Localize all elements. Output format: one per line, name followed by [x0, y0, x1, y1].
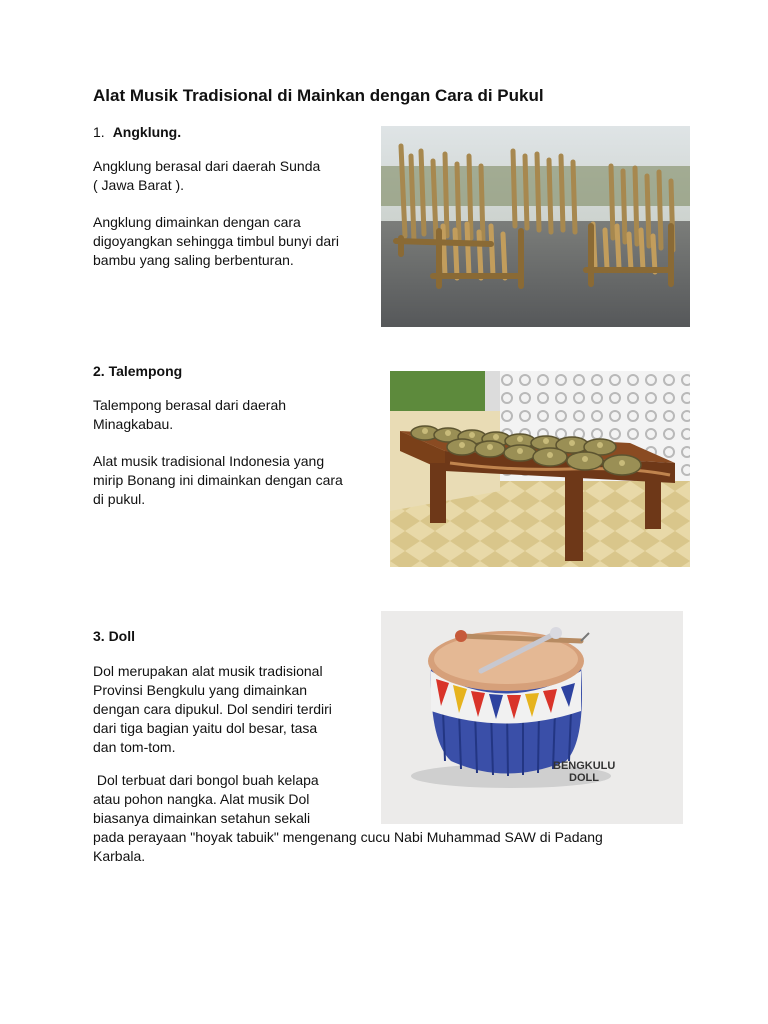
text-line: dari tiga bagian yaitu dol besar, tasa [93, 720, 318, 736]
angklung-photo [381, 126, 690, 327]
page-title: Alat Musik Tradisional di Mainkan dengan Cara di Pukul [93, 86, 544, 105]
doll-drum-photo [381, 611, 683, 824]
section-2-heading: 2. Talempong [93, 363, 183, 379]
section-3-paragraph-1 [93, 662, 332, 757]
section-1-paragraph-1 [93, 157, 320, 195]
text-line: Alat musik tradisional Indonesia yang [93, 453, 325, 469]
text-line: bambu yang saling berbenturan. [93, 252, 294, 268]
text-line: Talempong berasal dari daerah [93, 397, 287, 413]
text-line: Dol terbuat dari bongol buah kelapa [93, 772, 319, 788]
text-line: Angklung berasal dari daerah Sunda [93, 158, 321, 174]
text-line: di pukul. [93, 491, 146, 507]
text-line: digoyangkan sehingga timbul bunyi dari [93, 233, 339, 249]
image-caption-line-1: BENGKULU [553, 760, 616, 772]
section-3-heading: 3. Doll [93, 628, 136, 644]
section-1-title: Angklung. [112, 124, 182, 140]
text-line: dengan cara dipukul. Dol sendiri terdiri [93, 701, 332, 717]
text-line: biasanya dimainkan setahun sekali [93, 810, 311, 826]
text-line: atau pohon nangka. Alat musik Dol [93, 791, 310, 807]
text-line: mirip Bonang ini dimainkan dengan cara [93, 472, 343, 488]
image-caption-line-2: DOLL [569, 772, 599, 784]
section-2-paragraph-1 [93, 396, 286, 434]
text-line: pada perayaan "hoyak tabuik" mengenang cucu Nabi Muhammad SAW di Padang [93, 829, 603, 845]
section-2-paragraph-2 [93, 452, 343, 509]
text-line: Dol merupakan alat musik tradisional [93, 663, 323, 679]
section-1-heading [93, 123, 181, 142]
text-line: Karbala. [93, 848, 146, 864]
text-line: ( Jawa Barat ). [93, 177, 185, 193]
text-line: Provinsi Bengkulu yang dimainkan [93, 682, 308, 698]
text-line: Minagkabau. [93, 416, 174, 432]
section-1-paragraph-2 [93, 213, 339, 270]
text-line: dan tom-tom. [93, 739, 176, 755]
section-1-number: 1. [93, 124, 105, 140]
text-line: Angklung dimainkan dengan cara [93, 214, 301, 230]
talempong-photo [390, 371, 690, 567]
